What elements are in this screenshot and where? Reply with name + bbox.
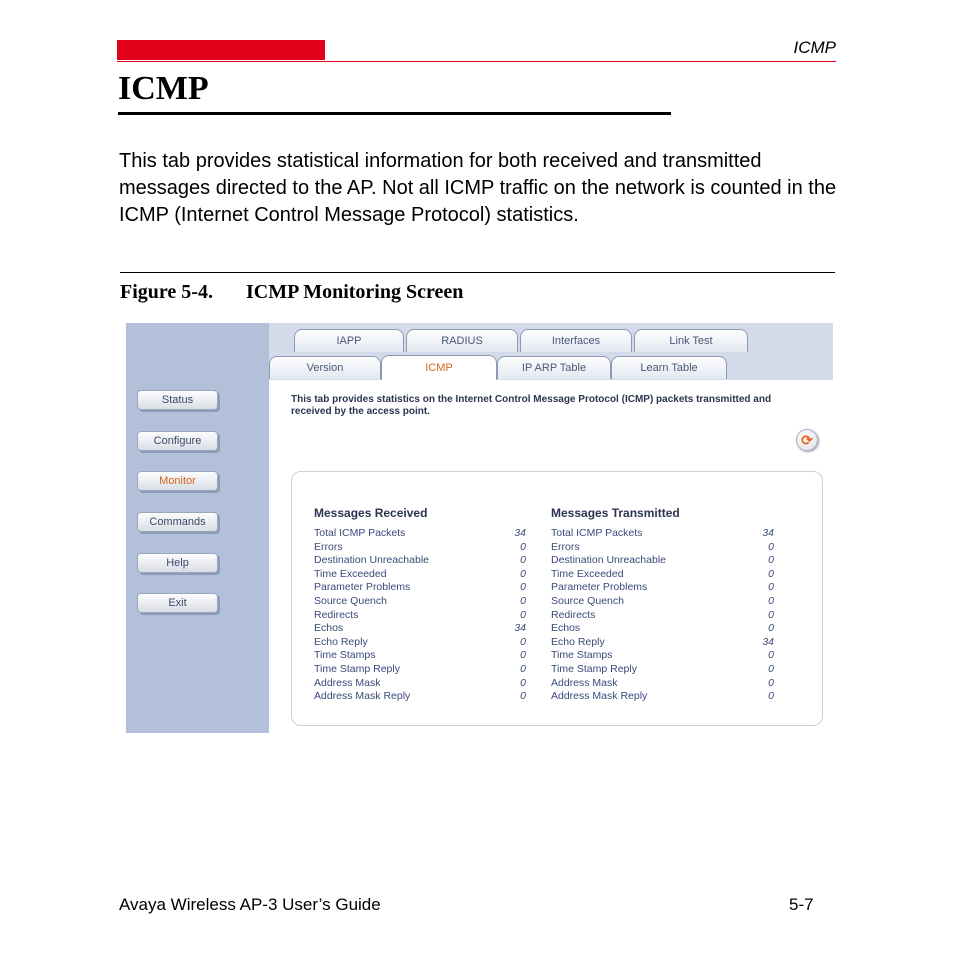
transmitted-label: Source Quench [551,595,624,607]
received-value: 34 [514,622,526,635]
nav-exit-button[interactable]: Exit [137,593,218,613]
transmitted-title: Messages Transmitted [551,506,680,520]
tab-content [269,380,833,733]
figure-title: ICMP Monitoring Screen [246,281,464,303]
icmp-monitoring-screenshot [126,323,833,733]
received-value: 0 [520,595,526,607]
figure-rule [120,272,835,273]
received-label: Echos [314,622,344,635]
nav-commands-button[interactable]: Commands [137,512,218,532]
transmitted-value: 34 [762,635,774,648]
transmitted-label: Destination Unreachable [551,554,666,567]
transmitted-label: Errors [551,540,580,553]
received-label: Time Stamps [314,649,376,662]
icmp-statistics-panel [291,471,823,726]
title-rule [118,112,671,115]
transmitted-value: 0 [768,554,774,567]
received-label: Time Stamp Reply [314,663,400,675]
nav-status-button[interactable]: Status [137,390,218,410]
sidebar [126,323,269,733]
received-value: 0 [520,690,526,703]
received-label: Total ICMP Packets [314,527,406,539]
tab-learn-table[interactable]: Learn Table [611,356,727,379]
received-value: 0 [520,635,526,648]
page-title: ICMP [118,70,209,107]
tab-link-test[interactable]: Link Test [634,329,748,352]
transmitted-value: 0 [768,581,774,594]
received-value: 0 [520,581,526,594]
footer-page-number: 5-7 [789,895,814,914]
transmitted-value: 0 [768,608,774,621]
transmitted-value: 0 [768,676,774,689]
received-label: Address Mask Reply [314,690,411,703]
received-label: Errors [314,540,343,553]
transmitted-value: 0 [768,649,774,662]
transmitted-label: Echos [551,622,581,635]
transmitted-label: Time Stamp Reply [551,663,637,675]
received-value: 0 [520,608,526,621]
received-label: Time Exceeded [314,567,387,580]
received-label: Destination Unreachable [314,554,429,567]
tab-radius[interactable]: RADIUS [406,329,518,352]
transmitted-value: 0 [768,595,774,607]
received-label: Redirects [314,608,359,621]
transmitted-label: Address Mask Reply [551,690,648,703]
transmitted-label: Total ICMP Packets [551,527,643,539]
received-value: 0 [520,554,526,567]
header-rule [117,61,836,62]
transmitted-value: 0 [768,622,774,635]
transmitted-value: 0 [768,567,774,580]
received-value: 0 [520,663,526,675]
transmitted-label: Redirects [551,608,596,621]
transmitted-label: Echo Reply [551,635,605,648]
received-title: Messages Received [314,506,428,520]
received-value: 0 [520,540,526,553]
transmitted-label: Time Exceeded [551,567,624,580]
transmitted-value: 0 [768,690,774,703]
nav-help-button[interactable]: Help [137,553,218,573]
transmitted-label: Parameter Problems [551,581,648,594]
transmitted-value: 0 [768,663,774,675]
nav-monitor-button[interactable]: Monitor [137,471,218,491]
tab-bar [269,323,833,380]
figure-caption [120,281,463,304]
figure-label: Figure 5-4. [120,281,213,303]
received-label: Address Mask [314,676,381,689]
refresh-icon[interactable]: ⟳ [796,429,818,451]
intro-paragraph: This tab provides statistical information for both received and transmitted messages directed to the AP. Not all ICMP traffic on the network is counted in the ICMP (Internet Control Message Protocol) statistics. [119,150,837,226]
tab-iapp[interactable]: IAPP [294,329,404,352]
received-label: Parameter Problems [314,581,411,594]
tab-description: This tab provides statistics on the Internet Control Message Protocol (ICMP) packets transmitted and received by the access point. [291,394,772,417]
received-label: Echo Reply [314,635,368,648]
header-red-bar [117,40,325,60]
received-label: Source Quench [314,595,387,607]
transmitted-value: 34 [762,527,774,539]
footer-guide-title: Avaya Wireless AP-3 User’s Guide [119,895,381,914]
tab-interfaces[interactable]: Interfaces [520,329,632,352]
transmitted-label: Time Stamps [551,649,613,662]
tab-ip-arp-table[interactable]: IP ARP Table [497,356,611,379]
transmitted-label: Address Mask [551,676,618,689]
tab-version[interactable]: Version [269,356,381,379]
nav-configure-button[interactable]: Configure [137,431,218,451]
received-value: 0 [520,676,526,689]
received-value: 0 [520,567,526,580]
received-value: 34 [514,527,526,539]
tab-icmp[interactable]: ICMP [381,355,497,380]
received-value: 0 [520,649,526,662]
transmitted-value: 0 [768,540,774,553]
running-header: ICMP [793,38,836,57]
